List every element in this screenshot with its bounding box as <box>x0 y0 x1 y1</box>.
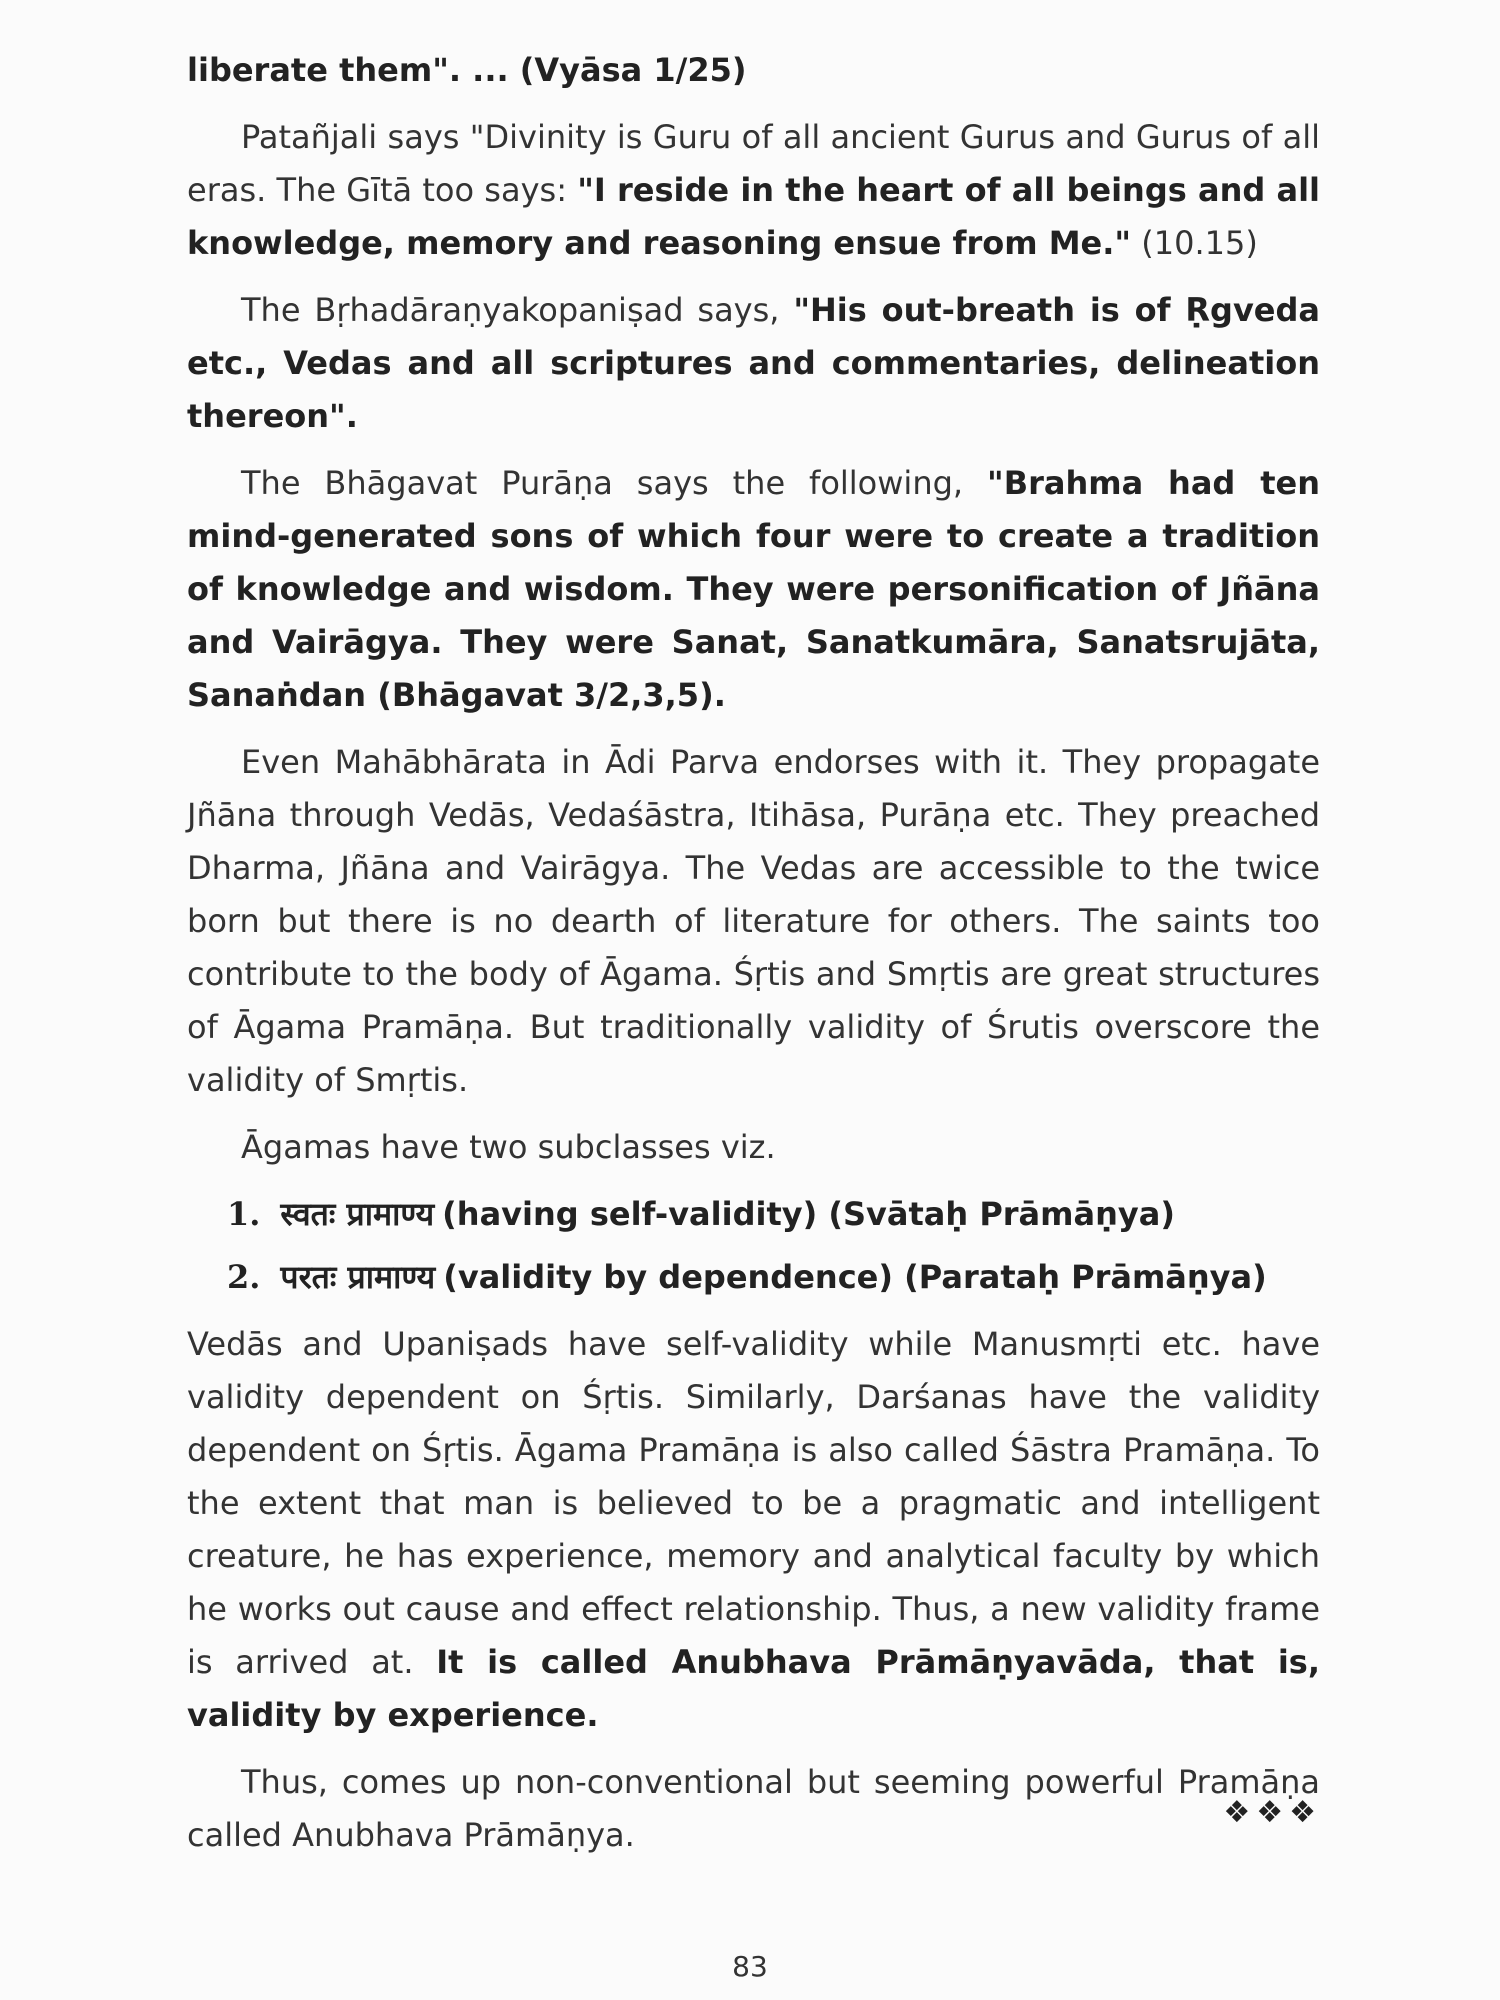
paragraph-3-bold: "His out-breath is of Ṛgveda etc., Vedas and all scriptures and commentaries, delineation thereon". <box>187 291 1321 435</box>
paragraph-1-bold: liberate them". ... (Vyāsa 1/25) <box>187 51 747 89</box>
paragraph-4-text: The Bhāgavat Purāṇa says the following, <box>241 464 988 502</box>
list-item-devanagari: स्वतः प्रामाण्य <box>280 1195 435 1233</box>
section-end-ornament: ❖❖❖ <box>1223 1795 1322 1830</box>
paragraph-2-text-2: (10.15) <box>1131 224 1258 262</box>
list-item-text: (having self-validity) (Svātaḥ Prāmāṇya) <box>442 1195 1175 1233</box>
paragraph-5-text: Even Mahābhārata in Ādi Parva endorses with it. They propagate Jñāna through Vedās, Vedaśāstra, Itihāsa, Purāṇa etc. They preached Dharma, Jñāna and Vairāgya. The Vedas are accessible to the twice born but there is no dearth of literature for others. The saints too contribute to the body of Āgama. Śṛtis and Smṛtis are great structures of Āgama Pramāṇa. But traditionally validity of Śrutis overscore the validity of Smṛtis. <box>187 743 1320 1099</box>
paragraph-6 <box>187 1121 1320 1174</box>
list-item <box>227 1251 1320 1304</box>
paragraph-8-text: Thus, comes up non-conventional but seeming powerful Pramāṇa called Anubhava Prāmāṇya. <box>187 1763 1320 1854</box>
paragraph-4-bold: "Brahma had ten mind-generated sons of which four were to create a tradition of knowledge and wisdom. They were personification of Jñāna and Vairāgya. They were Sanat, Sanatkumāra, Sanatsrujāta, Sanaṅdan (Bhāgavat 3/2,3,5). <box>187 464 1321 714</box>
paragraph-5 <box>187 736 1320 1107</box>
paragraph-3-text: The Bṛhadāraṇyakopaniṣad says, <box>241 291 794 329</box>
paragraph-8 <box>187 1756 1320 1862</box>
paragraph-7-text: Vedās and Upaniṣads have self-validity while Manusmṛti etc. have validity dependent on Śṛtis. Similarly, Darśanas have the validity dependent on Śṛtis. Āgama Pramāṇa is also called Śāstra Pramāṇa. To the extent that man is believed to be a pragmatic and intelligent creature, he has experience, memory and analytical faculty by which he works out cause and effect relationship. Thus, a new validity frame is arrived at. <box>187 1325 1320 1681</box>
paragraph-4 <box>187 457 1320 722</box>
list-item-text: (validity by dependence) (Parataḥ Prāmāṇya) <box>443 1258 1267 1296</box>
paragraph-6-text: Āgamas have two subclasses viz. <box>241 1128 776 1166</box>
list-item-devanagari: परतः प्रामाण्य <box>280 1258 436 1296</box>
list-item <box>227 1188 1320 1241</box>
paragraph-2 <box>187 111 1320 270</box>
paragraph-1 <box>187 44 1320 97</box>
paragraph-2-text-1: Patañjali says "Divinity is Guru of all ancient Gurus and Gurus of all eras. The Gītā too says: <box>187 118 1320 209</box>
list-item-number: 1. <box>227 1195 261 1233</box>
paragraph-7-bold: It is called Anubhava Prāmāṇyavāda, that is, validity by experience. <box>187 1643 1320 1734</box>
paragraph-3 <box>187 284 1320 443</box>
subclass-list <box>187 1188 1320 1304</box>
paragraph-2-bold: "I reside in the heart of all beings and all knowledge, memory and reasoning ensue from Me." <box>187 171 1321 262</box>
list-item-number: 2. <box>227 1258 261 1296</box>
paragraph-7 <box>187 1318 1320 1742</box>
page-number: 83 <box>732 1950 768 1983</box>
